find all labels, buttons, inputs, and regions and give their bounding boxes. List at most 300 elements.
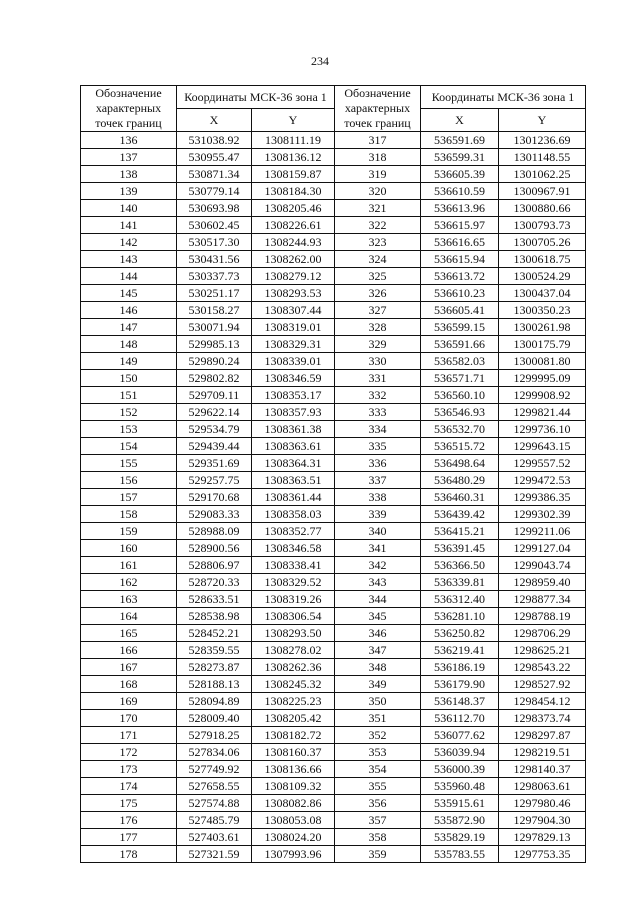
cell-y-right: 1298219.51	[499, 744, 586, 761]
table-row	[81, 268, 586, 285]
table-row	[81, 778, 586, 795]
cell-y-left: 1308160.37	[252, 744, 335, 761]
cell-x-left: 528900.56	[177, 540, 252, 557]
cell-x-right: 536179.90	[421, 676, 499, 693]
cell-x-right: 536339.81	[421, 574, 499, 591]
cell-point-right: 359	[335, 846, 421, 863]
cell-x-left: 530602.45	[177, 217, 252, 234]
cell-y-left: 1308205.42	[252, 710, 335, 727]
cell-x-left: 528538.98	[177, 608, 252, 625]
table-row	[81, 846, 586, 863]
cell-y-left: 1308024.20	[252, 829, 335, 846]
table-row	[81, 319, 586, 336]
cell-y-right: 1300081.80	[499, 353, 586, 370]
cell-point-right: 342	[335, 557, 421, 574]
cell-point-right: 326	[335, 285, 421, 302]
page-number: 234	[311, 54, 329, 68]
cell-x-right: 535783.55	[421, 846, 499, 863]
cell-x-left: 530251.17	[177, 285, 252, 302]
table-row	[81, 608, 586, 625]
cell-y-right: 1300705.26	[499, 234, 586, 251]
cell-x-left: 531038.92	[177, 132, 252, 149]
cell-point-left: 161	[81, 557, 177, 574]
table-row	[81, 795, 586, 812]
cell-y-left: 1308361.44	[252, 489, 335, 506]
header-coord-title-left: Координаты МСК-36 зона 1	[177, 86, 335, 109]
cell-x-right: 536039.94	[421, 744, 499, 761]
cell-y-left: 1307993.96	[252, 846, 335, 863]
cell-point-left: 145	[81, 285, 177, 302]
cell-x-right: 536439.42	[421, 506, 499, 523]
table-row	[81, 387, 586, 404]
cell-y-right: 1298297.87	[499, 727, 586, 744]
cell-point-right: 321	[335, 200, 421, 217]
cell-y-left: 1308262.00	[252, 251, 335, 268]
cell-y-left: 1308364.31	[252, 455, 335, 472]
table-row	[81, 540, 586, 557]
cell-point-left: 150	[81, 370, 177, 387]
cell-x-left: 528094.89	[177, 693, 252, 710]
cell-y-left: 1308053.08	[252, 812, 335, 829]
cell-y-left: 1308109.32	[252, 778, 335, 795]
cell-point-left: 170	[81, 710, 177, 727]
table-row	[81, 676, 586, 693]
cell-y-left: 1308159.87	[252, 166, 335, 183]
cell-y-left: 1308358.03	[252, 506, 335, 523]
cell-x-left: 528009.40	[177, 710, 252, 727]
cell-point-left: 160	[81, 540, 177, 557]
cell-x-left: 527321.59	[177, 846, 252, 863]
cell-y-right: 1298543.22	[499, 659, 586, 676]
header-point-label-left: Обозначение характерных точек границ	[81, 86, 177, 132]
cell-y-right: 1299908.92	[499, 387, 586, 404]
table-row	[81, 557, 586, 574]
cell-point-right: 336	[335, 455, 421, 472]
cell-y-left: 1308329.31	[252, 336, 335, 353]
cell-point-left: 172	[81, 744, 177, 761]
cell-x-right: 536610.59	[421, 183, 499, 200]
cell-x-right: 536250.82	[421, 625, 499, 642]
cell-point-right: 343	[335, 574, 421, 591]
cell-x-right: 536366.50	[421, 557, 499, 574]
cell-y-right: 1299821.44	[499, 404, 586, 421]
cell-point-left: 162	[81, 574, 177, 591]
cell-x-right: 536546.93	[421, 404, 499, 421]
coordinates-table	[80, 85, 586, 863]
cell-x-right: 536498.64	[421, 455, 499, 472]
cell-y-right: 1298454.12	[499, 693, 586, 710]
cell-y-right: 1299736.10	[499, 421, 586, 438]
cell-point-right: 335	[335, 438, 421, 455]
table-row	[81, 693, 586, 710]
cell-x-left: 530158.27	[177, 302, 252, 319]
cell-point-right: 350	[335, 693, 421, 710]
cell-x-right: 536605.39	[421, 166, 499, 183]
cell-y-right: 1298140.37	[499, 761, 586, 778]
cell-y-left: 1308346.58	[252, 540, 335, 557]
cell-x-left: 529083.33	[177, 506, 252, 523]
cell-point-left: 178	[81, 846, 177, 863]
cell-x-right: 536312.40	[421, 591, 499, 608]
cell-x-left: 529985.13	[177, 336, 252, 353]
cell-point-left: 137	[81, 149, 177, 166]
cell-y-right: 1300524.29	[499, 268, 586, 285]
table-row	[81, 642, 586, 659]
cell-x-left: 529351.69	[177, 455, 252, 472]
cell-y-right: 1301062.25	[499, 166, 586, 183]
cell-x-right: 536460.31	[421, 489, 499, 506]
cell-y-right: 1299472.53	[499, 472, 586, 489]
cell-y-left: 1308226.61	[252, 217, 335, 234]
cell-point-right: 334	[335, 421, 421, 438]
cell-x-right: 536532.70	[421, 421, 499, 438]
table-row	[81, 421, 586, 438]
cell-point-left: 176	[81, 812, 177, 829]
cell-point-left: 152	[81, 404, 177, 421]
cell-x-left: 527574.88	[177, 795, 252, 812]
cell-y-left: 1308293.53	[252, 285, 335, 302]
cell-y-right: 1301236.69	[499, 132, 586, 149]
cell-y-left: 1308363.61	[252, 438, 335, 455]
table-row	[81, 523, 586, 540]
cell-point-left: 163	[81, 591, 177, 608]
cell-point-left: 167	[81, 659, 177, 676]
table-row	[81, 727, 586, 744]
table-row	[81, 285, 586, 302]
cell-x-left: 528273.87	[177, 659, 252, 676]
cell-x-left: 527658.55	[177, 778, 252, 795]
cell-y-left: 1308111.19	[252, 132, 335, 149]
cell-y-right: 1298625.21	[499, 642, 586, 659]
cell-point-right: 353	[335, 744, 421, 761]
cell-y-right: 1300618.75	[499, 251, 586, 268]
cell-y-right: 1299302.39	[499, 506, 586, 523]
cell-point-left: 156	[81, 472, 177, 489]
table-row	[81, 149, 586, 166]
cell-y-left: 1308352.77	[252, 523, 335, 540]
cell-point-right: 355	[335, 778, 421, 795]
cell-point-right: 340	[335, 523, 421, 540]
cell-x-left: 530693.98	[177, 200, 252, 217]
cell-y-left: 1308244.93	[252, 234, 335, 251]
cell-x-right: 536480.29	[421, 472, 499, 489]
cell-x-left: 528806.97	[177, 557, 252, 574]
cell-x-right: 536613.96	[421, 200, 499, 217]
cell-y-right: 1299995.09	[499, 370, 586, 387]
cell-x-right: 536605.41	[421, 302, 499, 319]
cell-y-left: 1308306.54	[252, 608, 335, 625]
cell-x-left: 527403.61	[177, 829, 252, 846]
cell-point-right: 319	[335, 166, 421, 183]
cell-point-right: 324	[335, 251, 421, 268]
cell-point-left: 136	[81, 132, 177, 149]
cell-point-left: 149	[81, 353, 177, 370]
table-row	[81, 132, 586, 149]
header-point-label-right: Обозначение характерных точек границ	[335, 86, 421, 132]
cell-x-right: 535960.48	[421, 778, 499, 795]
cell-y-right: 1299043.74	[499, 557, 586, 574]
cell-point-right: 344	[335, 591, 421, 608]
cell-x-left: 529170.68	[177, 489, 252, 506]
cell-y-left: 1308205.46	[252, 200, 335, 217]
cell-y-right: 1297753.35	[499, 846, 586, 863]
cell-y-right: 1300261.98	[499, 319, 586, 336]
cell-x-left: 529802.82	[177, 370, 252, 387]
cell-y-right: 1299386.35	[499, 489, 586, 506]
cell-y-left: 1308346.59	[252, 370, 335, 387]
table-row	[81, 404, 586, 421]
cell-point-right: 325	[335, 268, 421, 285]
table-row	[81, 625, 586, 642]
cell-point-right: 357	[335, 812, 421, 829]
cell-y-left: 1308329.52	[252, 574, 335, 591]
cell-point-right: 351	[335, 710, 421, 727]
cell-x-left: 529890.24	[177, 353, 252, 370]
cell-x-right: 536571.71	[421, 370, 499, 387]
cell-point-left: 154	[81, 438, 177, 455]
cell-point-left: 138	[81, 166, 177, 183]
cell-point-left: 151	[81, 387, 177, 404]
cell-y-left: 1308262.36	[252, 659, 335, 676]
table-row	[81, 200, 586, 217]
cell-x-right: 536613.72	[421, 268, 499, 285]
header-x-left: X	[177, 109, 252, 132]
table-row	[81, 591, 586, 608]
cell-y-left: 1308363.51	[252, 472, 335, 489]
cell-point-right: 320	[335, 183, 421, 200]
cell-point-right: 352	[335, 727, 421, 744]
table-row	[81, 489, 586, 506]
cell-point-left: 148	[81, 336, 177, 353]
table-row	[81, 302, 586, 319]
cell-y-left: 1308225.23	[252, 693, 335, 710]
cell-y-left: 1308361.38	[252, 421, 335, 438]
cell-x-left: 528359.55	[177, 642, 252, 659]
cell-x-right: 536615.97	[421, 217, 499, 234]
cell-point-right: 339	[335, 506, 421, 523]
cell-x-left: 528188.13	[177, 676, 252, 693]
table-body	[81, 132, 586, 863]
cell-x-right: 536112.70	[421, 710, 499, 727]
cell-x-right: 536281.10	[421, 608, 499, 625]
table-row	[81, 506, 586, 523]
table-row	[81, 353, 586, 370]
cell-y-right: 1300880.66	[499, 200, 586, 217]
cell-point-left: 142	[81, 234, 177, 251]
table-row	[81, 472, 586, 489]
cell-point-right: 332	[335, 387, 421, 404]
cell-x-right: 536610.23	[421, 285, 499, 302]
cell-point-left: 144	[81, 268, 177, 285]
table-row	[81, 455, 586, 472]
cell-y-right: 1300793.73	[499, 217, 586, 234]
cell-point-right: 345	[335, 608, 421, 625]
cell-y-left: 1308293.50	[252, 625, 335, 642]
cell-point-left: 140	[81, 200, 177, 217]
cell-y-right: 1300175.79	[499, 336, 586, 353]
cell-x-right: 536560.10	[421, 387, 499, 404]
cell-x-right: 535829.19	[421, 829, 499, 846]
cell-x-left: 527749.92	[177, 761, 252, 778]
cell-x-left: 529622.14	[177, 404, 252, 421]
header-x-right: X	[421, 109, 499, 132]
cell-x-left: 529534.79	[177, 421, 252, 438]
cell-y-right: 1300437.04	[499, 285, 586, 302]
cell-x-right: 535915.61	[421, 795, 499, 812]
cell-point-left: 158	[81, 506, 177, 523]
cell-y-left: 1308357.93	[252, 404, 335, 421]
cell-point-left: 155	[81, 455, 177, 472]
header-y-right: Y	[499, 109, 586, 132]
cell-point-right: 333	[335, 404, 421, 421]
cell-x-right: 536599.15	[421, 319, 499, 336]
table-row	[81, 574, 586, 591]
cell-point-right: 358	[335, 829, 421, 846]
cell-y-left: 1308279.12	[252, 268, 335, 285]
cell-y-left: 1308082.86	[252, 795, 335, 812]
cell-x-left: 530071.94	[177, 319, 252, 336]
cell-point-right: 348	[335, 659, 421, 676]
cell-x-left: 529257.75	[177, 472, 252, 489]
cell-point-left: 166	[81, 642, 177, 659]
cell-point-right: 346	[335, 625, 421, 642]
cell-y-left: 1308184.30	[252, 183, 335, 200]
cell-y-left: 1308278.02	[252, 642, 335, 659]
cell-point-right: 329	[335, 336, 421, 353]
cell-x-right: 536591.66	[421, 336, 499, 353]
table-row	[81, 710, 586, 727]
cell-y-left: 1308339.01	[252, 353, 335, 370]
table-row	[81, 829, 586, 846]
cell-point-right: 341	[335, 540, 421, 557]
cell-y-right: 1299643.15	[499, 438, 586, 455]
cell-point-left: 175	[81, 795, 177, 812]
cell-y-right: 1298527.92	[499, 676, 586, 693]
cell-point-left: 165	[81, 625, 177, 642]
cell-y-right: 1300967.91	[499, 183, 586, 200]
cell-x-left: 527834.06	[177, 744, 252, 761]
cell-x-right: 536615.94	[421, 251, 499, 268]
cell-y-left: 1308307.44	[252, 302, 335, 319]
cell-point-right: 354	[335, 761, 421, 778]
cell-x-right: 536219.41	[421, 642, 499, 659]
cell-point-left: 153	[81, 421, 177, 438]
cell-x-left: 528988.09	[177, 523, 252, 540]
cell-x-right: 536599.31	[421, 149, 499, 166]
cell-point-right: 338	[335, 489, 421, 506]
table-row	[81, 217, 586, 234]
cell-y-left: 1308353.17	[252, 387, 335, 404]
table-row	[81, 234, 586, 251]
cell-point-left: 174	[81, 778, 177, 795]
cell-point-right: 349	[335, 676, 421, 693]
cell-point-left: 141	[81, 217, 177, 234]
cell-point-right: 330	[335, 353, 421, 370]
cell-x-left: 527485.79	[177, 812, 252, 829]
cell-x-right: 535872.90	[421, 812, 499, 829]
cell-x-left: 529439.44	[177, 438, 252, 455]
cell-point-right: 337	[335, 472, 421, 489]
cell-y-right: 1300350.23	[499, 302, 586, 319]
cell-x-left: 527918.25	[177, 727, 252, 744]
cell-x-left: 528720.33	[177, 574, 252, 591]
cell-point-left: 147	[81, 319, 177, 336]
cell-x-right: 536148.37	[421, 693, 499, 710]
cell-point-left: 168	[81, 676, 177, 693]
cell-y-left: 1308136.66	[252, 761, 335, 778]
cell-point-right: 347	[335, 642, 421, 659]
cell-y-right: 1299211.06	[499, 523, 586, 540]
cell-point-right: 318	[335, 149, 421, 166]
cell-y-right: 1297829.13	[499, 829, 586, 846]
cell-x-right: 536077.62	[421, 727, 499, 744]
cell-y-right: 1299127.04	[499, 540, 586, 557]
table-row	[81, 744, 586, 761]
cell-x-right: 536391.45	[421, 540, 499, 557]
cell-x-right: 536591.69	[421, 132, 499, 149]
cell-point-left: 171	[81, 727, 177, 744]
cell-y-right: 1298063.61	[499, 778, 586, 795]
cell-y-right: 1301148.55	[499, 149, 586, 166]
cell-point-left: 173	[81, 761, 177, 778]
cell-point-right: 327	[335, 302, 421, 319]
table-row	[81, 659, 586, 676]
cell-point-left: 143	[81, 251, 177, 268]
header-coord-title-right: Координаты МСК-36 зона 1	[421, 86, 586, 109]
cell-x-left: 528633.51	[177, 591, 252, 608]
cell-y-left: 1308182.72	[252, 727, 335, 744]
cell-y-left: 1308338.41	[252, 557, 335, 574]
table-row	[81, 438, 586, 455]
cell-y-right: 1298706.29	[499, 625, 586, 642]
cell-y-right: 1298788.19	[499, 608, 586, 625]
header-y-left: Y	[252, 109, 335, 132]
cell-y-right: 1298877.34	[499, 591, 586, 608]
cell-x-left: 529709.11	[177, 387, 252, 404]
cell-x-left: 530779.14	[177, 183, 252, 200]
cell-point-right: 323	[335, 234, 421, 251]
table-row	[81, 812, 586, 829]
cell-x-left: 530871.34	[177, 166, 252, 183]
cell-x-left: 530337.73	[177, 268, 252, 285]
cell-point-left: 177	[81, 829, 177, 846]
cell-x-right: 536186.19	[421, 659, 499, 676]
cell-x-right: 536000.39	[421, 761, 499, 778]
cell-point-right: 317	[335, 132, 421, 149]
cell-y-left: 1308319.01	[252, 319, 335, 336]
table-row	[81, 761, 586, 778]
cell-point-left: 139	[81, 183, 177, 200]
cell-point-right: 356	[335, 795, 421, 812]
cell-y-left: 1308319.26	[252, 591, 335, 608]
cell-point-left: 146	[81, 302, 177, 319]
cell-x-right: 536515.72	[421, 438, 499, 455]
table-row	[81, 166, 586, 183]
table-row	[81, 370, 586, 387]
cell-point-right: 331	[335, 370, 421, 387]
cell-point-left: 157	[81, 489, 177, 506]
cell-x-left: 530517.30	[177, 234, 252, 251]
cell-point-left: 159	[81, 523, 177, 540]
table-row	[81, 336, 586, 353]
cell-x-left: 530431.56	[177, 251, 252, 268]
cell-y-left: 1308136.12	[252, 149, 335, 166]
cell-y-right: 1298959.40	[499, 574, 586, 591]
cell-y-right: 1299557.52	[499, 455, 586, 472]
cell-y-right: 1297904.30	[499, 812, 586, 829]
cell-y-right: 1298373.74	[499, 710, 586, 727]
cell-x-right: 536582.03	[421, 353, 499, 370]
